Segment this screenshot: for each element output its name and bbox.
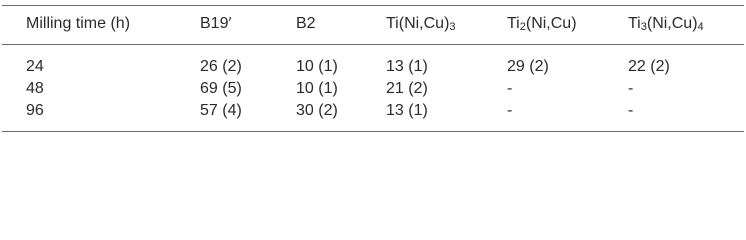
- header-ti2-rest: (Ni,Cu): [525, 15, 577, 32]
- header-ti3-mid: (Ni,Cu): [646, 15, 698, 32]
- header-b19-prime: B19′: [200, 15, 232, 32]
- header-ti3-sub: 3: [640, 21, 647, 33]
- header-ti3-nicu4: [628, 14, 704, 34]
- header-ti2-sub: 2: [519, 21, 526, 33]
- header-ti3-sub2: 4: [697, 21, 704, 33]
- row-96-ti-nicu3: 13 (1): [386, 102, 428, 119]
- row-96-b2: 30 (2): [296, 102, 338, 119]
- row-24-b19: 26 (2): [200, 58, 242, 75]
- header-ti-nicu3-base: Ti(Ni,Cu): [386, 15, 450, 32]
- row-96-time: 96: [26, 102, 44, 119]
- table-header-rule: [2, 44, 744, 45]
- header-milling-time: Milling time (h): [26, 15, 131, 32]
- row-48-ti-nicu3: 21 (2): [386, 80, 428, 97]
- row-48-b19: 69 (5): [200, 80, 242, 97]
- row-24-time: 24: [26, 58, 44, 75]
- row-48-time: 48: [26, 80, 44, 97]
- header-ti-nicu3-sub: 3: [449, 21, 456, 33]
- row-48-ti2: -: [507, 80, 513, 97]
- header-ti2-base: Ti: [507, 15, 520, 32]
- row-24-b2: 10 (1): [296, 58, 338, 75]
- header-ti-nicu3: [386, 14, 456, 34]
- row-24-ti2: 29 (2): [507, 58, 549, 75]
- header-ti3-base: Ti: [628, 15, 641, 32]
- table-bottom-rule: [2, 131, 744, 132]
- row-48-ti3: -: [628, 80, 634, 97]
- row-24-ti3: 22 (2): [628, 58, 670, 75]
- table-top-rule: [2, 5, 744, 6]
- row-96-ti3: -: [628, 102, 634, 119]
- header-ti2-nicu: [507, 14, 577, 34]
- row-96-ti2: -: [507, 102, 513, 119]
- row-24-ti-nicu3: 13 (1): [386, 58, 428, 75]
- row-48-b2: 10 (1): [296, 80, 338, 97]
- row-96-b19: 57 (4): [200, 102, 242, 119]
- header-b2: B2: [296, 15, 316, 32]
